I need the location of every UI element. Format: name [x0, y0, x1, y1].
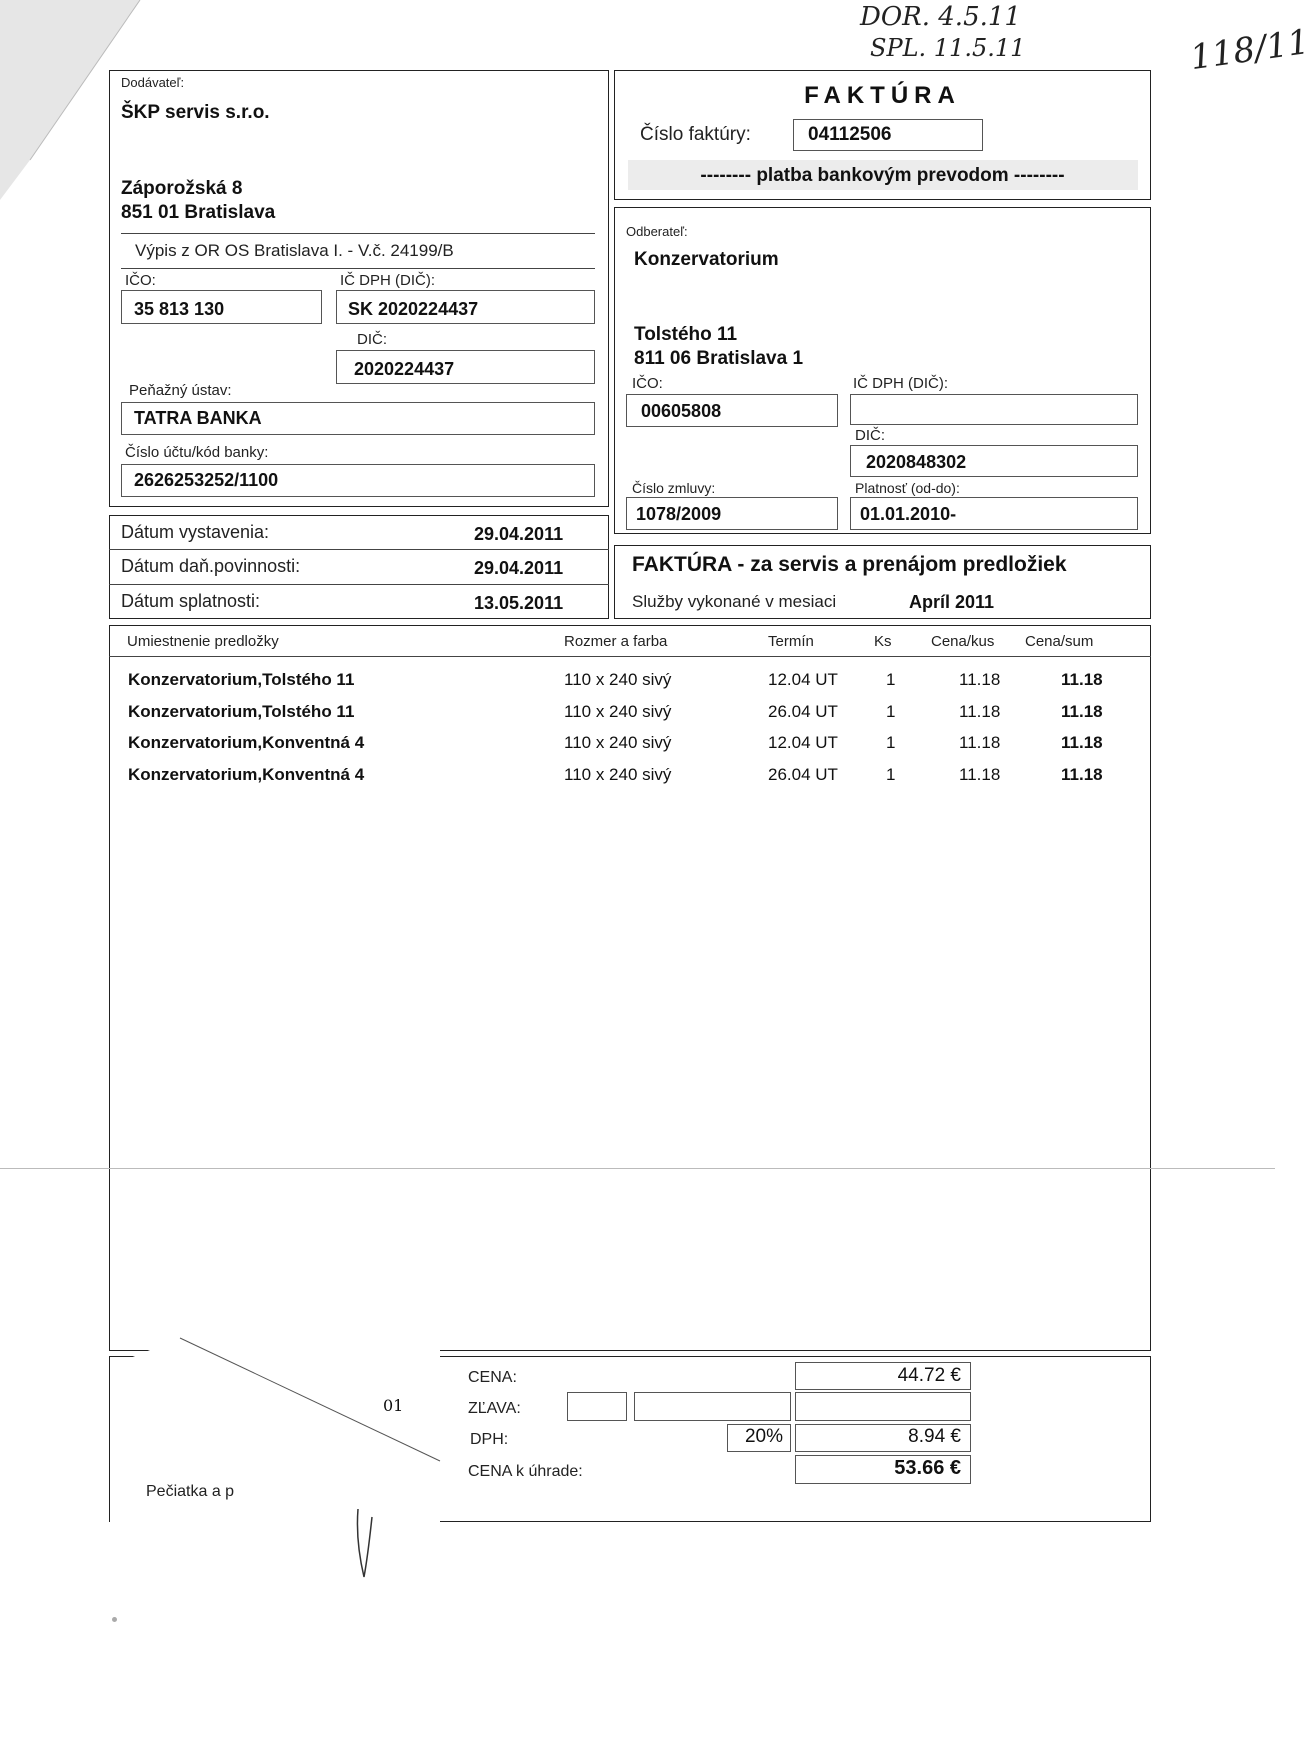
row-sum: 11.18: [1061, 702, 1103, 721]
row-term: 12.04 UT: [768, 733, 838, 752]
price-label: CENA:: [468, 1369, 517, 1386]
dates-divider-1: [109, 549, 609, 550]
row-unit-price: 11.18: [959, 765, 1001, 784]
supplier-street: Záporožská 8: [121, 178, 243, 199]
supplier-icdph: SK 2020224437: [348, 299, 479, 319]
table-header-size: Rozmer a farba: [564, 633, 668, 650]
customer-contract-label: Číslo zmluvy:: [632, 480, 716, 496]
supplier-divider-bottom: [121, 268, 595, 269]
handwritten-note-line1: DOR. 4.5.11: [860, 2, 1021, 32]
row-size: 110 x 240 sivý: [564, 670, 672, 689]
supplier-label: Dodávateľ:: [121, 75, 185, 90]
customer-validity-label: Platnosť (od-do):: [855, 480, 960, 496]
row-qty: 1: [886, 670, 896, 689]
customer-ico: 00605808: [641, 401, 722, 421]
total-value: 53.66 €: [894, 1457, 961, 1479]
row-qty: 1: [886, 765, 896, 784]
handwritten-page-ref: 118/11: [1187, 21, 1312, 79]
supplier-ico-label: IČO:: [125, 272, 156, 289]
total-label: CENA k úhrade:: [468, 1463, 583, 1480]
supplier-dic: 2020224437: [354, 359, 455, 379]
row-location: Konzervatorium,Konventná 4: [128, 765, 365, 784]
invoice-title: FAKTÚRA: [804, 82, 961, 109]
date-issue: 29.04.2011: [474, 524, 564, 544]
date-due-label: Dátum splatnosti:: [121, 591, 261, 611]
price-value: 44.72 €: [897, 1365, 961, 1386]
row-sum: 11.18: [1061, 670, 1103, 689]
date-tax-label: Dátum daň.povinnosti:: [121, 556, 301, 576]
supplier-bank: TATRA BANKA: [134, 408, 262, 428]
date-due: 13.05.2011: [474, 593, 564, 613]
items-header-divider: [109, 656, 1151, 657]
paper-speck: [112, 1617, 117, 1622]
customer-ico-label: IČO:: [632, 375, 663, 392]
row-unit-price: 11.18: [959, 733, 1001, 752]
customer-name: Konzervatorium: [634, 249, 779, 270]
supplier-register: Výpis z OR OS Bratislava I. - V.č. 24199/B: [135, 241, 454, 260]
supplier-account: 2626253252/1100: [134, 470, 279, 490]
vat-value: 8.94 €: [908, 1426, 961, 1447]
row-location: Konzervatorium,Konventná 4: [128, 733, 365, 752]
handwritten-mark: [350, 1505, 380, 1585]
customer-dic: 2020848302: [866, 452, 967, 472]
row-unit-price: 11.18: [959, 702, 1001, 721]
supplier-dic-label: DIČ:: [357, 331, 387, 348]
supplier-name: ŠKP servis s.r.o.: [121, 102, 270, 123]
customer-label: Odberateľ:: [626, 224, 688, 239]
supplier-ico: 35 813 130: [134, 299, 225, 319]
row-term: 26.04 UT: [768, 765, 838, 784]
table-header-sum: Cena/sum: [1025, 633, 1094, 650]
date-tax: 29.04.2011: [474, 558, 564, 578]
subject-period-label: Služby vykonané v mesiaci: [632, 592, 837, 611]
subject-period: Apríl 2011: [909, 592, 995, 612]
row-sum: 11.18: [1061, 765, 1103, 784]
vat-rate: 20%: [744, 1426, 783, 1447]
table-header-qty: Ks: [874, 633, 892, 650]
subject-title: FAKTÚRA - za servis a prenájom predložiek: [632, 553, 1067, 576]
date-issue-label: Dátum vystavenia:: [121, 522, 270, 542]
discount-field-2: [634, 1392, 791, 1421]
row-location: Konzervatorium,Tolstého 11: [128, 670, 355, 689]
row-qty: 1: [886, 733, 896, 752]
discount-field-3: [795, 1392, 971, 1421]
dates-divider-2: [109, 584, 609, 585]
row-qty: 1: [886, 702, 896, 721]
discount-field-1: [567, 1392, 627, 1421]
table-header-location: Umiestnenie predložky: [127, 633, 279, 650]
discount-label: ZĽAVA:: [468, 1400, 521, 1417]
customer-dic-label: DIČ:: [855, 427, 885, 444]
table-header-unit-price: Cena/kus: [931, 633, 995, 650]
supplier-city: 851 01 Bratislava: [121, 202, 276, 223]
supplier-account-label: Číslo účtu/kód banky:: [125, 444, 269, 461]
row-size: 110 x 240 sivý: [564, 702, 672, 721]
vat-label: DPH:: [470, 1431, 509, 1448]
row-location: Konzervatorium,Tolstého 11: [128, 702, 355, 721]
invoice-number: 04112506: [808, 124, 892, 145]
customer-city: 811 06 Bratislava 1: [634, 348, 804, 369]
paper-fold-line: [0, 1168, 1275, 1169]
row-unit-price: 11.18: [959, 670, 1001, 689]
customer-contract: 1078/2009: [636, 504, 722, 524]
supplier-icdph-label: IČ DPH (DIČ):: [340, 272, 435, 289]
discount-code: 01: [383, 1396, 404, 1415]
row-sum: 11.18: [1061, 733, 1103, 752]
supplier-divider-top: [121, 233, 595, 234]
invoice-number-label: Číslo faktúry:: [640, 124, 751, 145]
invoice-payment-method: -------- platba bankovým prevodom --------: [700, 165, 1065, 186]
row-term: 12.04 UT: [768, 670, 838, 689]
stamp-label: Pečiatka a p: [146, 1483, 235, 1500]
customer-icdph-label: IČ DPH (DIČ):: [853, 375, 948, 392]
row-size: 110 x 240 sivý: [564, 765, 672, 784]
handwritten-note-line2: SPL. 11.5.11: [870, 34, 1026, 62]
row-term: 26.04 UT: [768, 702, 838, 721]
row-size: 110 x 240 sivý: [564, 733, 672, 752]
customer-street: Tolstého 11: [634, 324, 738, 345]
table-header-term: Termín: [768, 633, 814, 650]
customer-icdph-field: [850, 394, 1138, 425]
customer-validity: 01.01.2010-: [860, 504, 957, 524]
supplier-bank-label: Peňažný ústav:: [129, 382, 232, 399]
